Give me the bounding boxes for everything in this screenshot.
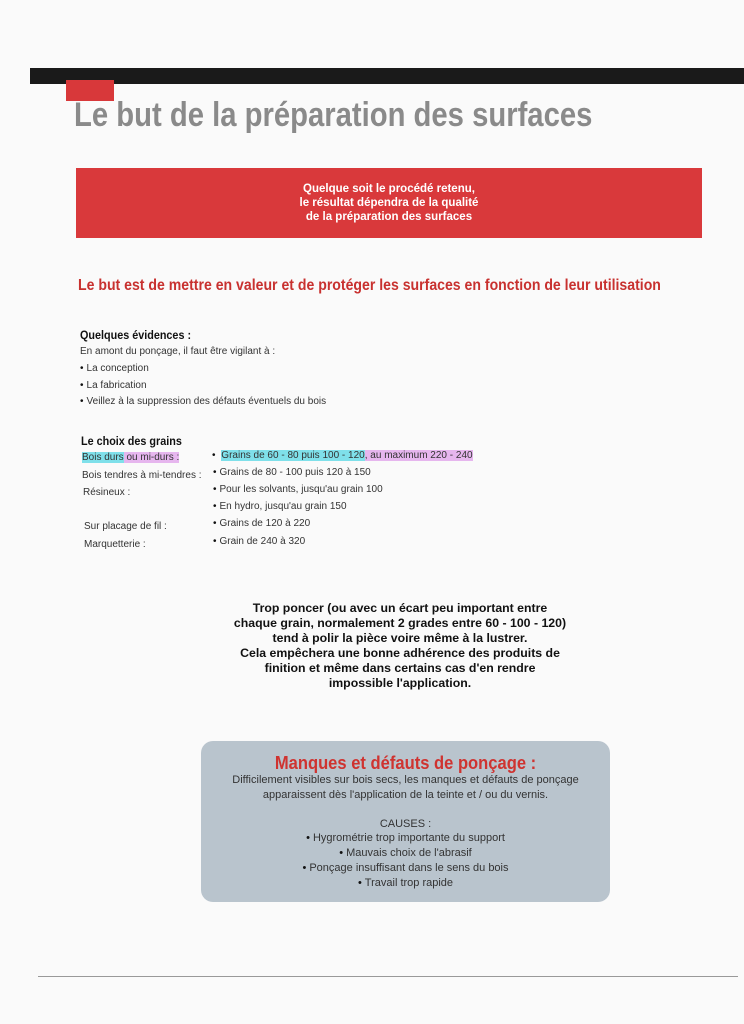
grain-row-label: Sur placage de fil : bbox=[84, 521, 167, 532]
grain-row-label: Bois tendres à mi-tendres : bbox=[82, 470, 202, 481]
grain-row-value: • Grain de 240 à 320 bbox=[213, 536, 305, 547]
grain-row-value: • Grains de 120 à 220 bbox=[213, 518, 310, 529]
note-line: impossible l'application. bbox=[328, 676, 472, 690]
evidences-intro: En amont du ponçage, il faut être vigilant à : bbox=[80, 346, 276, 357]
grain-row-label: Résineux : bbox=[83, 487, 131, 498]
red-banner bbox=[76, 168, 702, 238]
defects-title: Manques et défauts de ponçage : bbox=[274, 753, 537, 773]
defects-desc: Difficilement visibles sur bois secs, les manques et défauts de ponçage bbox=[232, 774, 579, 786]
highlighted-value: Grains de 60 - 80 puis 100 - 120 bbox=[221, 450, 365, 461]
sanding-note bbox=[190, 601, 610, 691]
grain-row-label: Marquetterie : bbox=[84, 539, 146, 550]
evidence-item: • La conception bbox=[80, 363, 149, 374]
top-rule bbox=[30, 68, 744, 84]
cause-item: • Mauvais choix de l'abrasif bbox=[201, 847, 610, 859]
page-title: Le but de la préparation des surfaces bbox=[74, 96, 593, 134]
cause-item: • Hygrométrie trop importante du support bbox=[201, 832, 610, 844]
grain-row-label bbox=[82, 452, 179, 463]
cause-item: • Travail trop rapide bbox=[201, 877, 610, 889]
defects-desc: apparaissent dès l'application de la teinte et / ou du vernis. bbox=[262, 789, 549, 801]
causes-label: CAUSES : bbox=[379, 818, 432, 830]
grain-row-value bbox=[212, 450, 473, 461]
highlighted-label: Bois durs bbox=[82, 452, 124, 463]
banner-line: le résultat dépendra de la qualité bbox=[299, 197, 479, 209]
grain-row-value: • Grains de 80 - 100 puis 120 à 150 bbox=[213, 467, 371, 478]
banner-line: de la préparation des surfaces bbox=[305, 211, 473, 223]
note-line: chaque grain, normalement 2 grades entre 60 - 100 - 120) bbox=[233, 616, 567, 630]
note-line: Trop poncer (ou avec un écart peu important entre bbox=[252, 601, 548, 615]
note-line: Cela empêchera une bonne adhérence des produits de bbox=[240, 646, 560, 660]
grains-heading: Le choix des grains bbox=[81, 434, 182, 448]
defects-box bbox=[201, 741, 610, 902]
cause-item: • Ponçage insuffisant dans le sens du bois bbox=[201, 862, 610, 874]
subtitle: Le but est de mettre en valeur et de protéger les surfaces en fonction de leur utilisation bbox=[78, 277, 661, 294]
highlighted-value: , au maximum 220 - 240 bbox=[364, 450, 473, 461]
banner-line: Quelque soit le procédé retenu, bbox=[303, 183, 475, 195]
grain-row-value: • Pour les solvants, jusqu'au grain 100 bbox=[213, 484, 383, 495]
bottom-rule bbox=[38, 976, 738, 977]
note-line: tend à polir la pièce voire même à la lustrer. bbox=[272, 631, 528, 645]
grain-row-value: • En hydro, jusqu'au grain 150 bbox=[213, 501, 347, 512]
evidence-item: • Veillez à la suppression des défauts éventuels du bois bbox=[80, 396, 326, 407]
note-line: finition et même dans certains cas d'en rendre bbox=[264, 661, 536, 675]
evidences-heading: Quelques évidences : bbox=[80, 328, 192, 342]
evidence-item: • La fabrication bbox=[80, 380, 147, 391]
highlighted-label: ou mi-durs : bbox=[123, 452, 180, 463]
